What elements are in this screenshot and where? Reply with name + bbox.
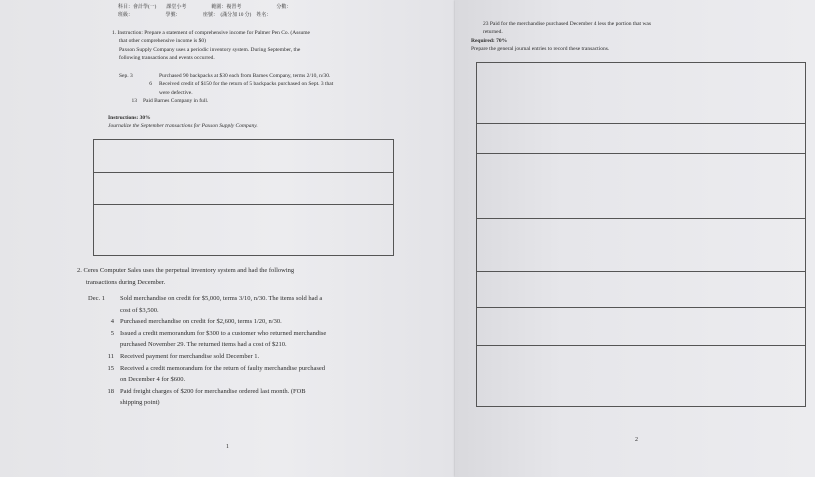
instructions-block	[108, 114, 258, 131]
answer-divider	[476, 271, 806, 272]
item-23-line: 23 Paid for the merchandise purchased December 4 less the portion that was	[483, 21, 652, 27]
transaction-row: 13 Paid Barnes Company in full.	[131, 98, 209, 105]
instructions-label: Instructions: 30%	[108, 115, 151, 121]
problem-1-transactions	[119, 72, 333, 106]
problem-2-intro-line: transactions during December.	[86, 278, 166, 286]
answer-divider	[93, 172, 394, 173]
list-item: 15 Received a credit memorandum for the return of faulty merchandise purchased	[107, 364, 326, 372]
page-number: 1	[226, 444, 229, 450]
answer-divider	[476, 307, 806, 308]
list-item: on December 4 for $600.	[120, 376, 186, 384]
transaction-row: were defective.	[159, 89, 193, 96]
list-item: Dec. 1 Sold merchandise on credit for $5,000, terms 3/10, n/30. The items sold had a	[88, 295, 323, 302]
list-item: purchased November 29. The returned items had a cost of $210.	[120, 341, 287, 349]
problem-1-intro	[112, 29, 310, 63]
problem-1-line: 1. Instruction: Prepare a statement of comprehensive income for Palmer Pen Co. (Assume	[112, 30, 310, 36]
answer-divider	[476, 153, 806, 154]
problem-2-items	[88, 293, 326, 409]
item-23-line: returned.	[483, 29, 503, 36]
required-label: Required: 70%	[471, 38, 508, 44]
transaction-row: Sep. 3 Purchased 90 backpacks at $30 each from Barnes Company, terms 2/10, n/30.	[119, 73, 331, 79]
list-item: cost of $3,500.	[120, 306, 159, 314]
required-text: Prepare the general journal entries to record these transactions.	[471, 46, 610, 53]
problem-2-intro	[77, 265, 294, 288]
problem-1-line: that other comprehensive income is $0)	[119, 38, 206, 45]
problem-1-line: following transactions and events occurred.	[119, 55, 215, 62]
page-number: 2	[635, 437, 638, 443]
transaction-row: 6 Received credit of $150 for the return of 5 backpacks purchased on Sept. 3 that	[149, 81, 334, 88]
answer-divider	[476, 123, 806, 124]
answer-box-2[interactable]	[476, 62, 806, 407]
item-23	[483, 20, 651, 37]
list-item: 5 Issued a credit memorandum for $300 to a customer who returned merchandise	[110, 329, 327, 337]
answer-divider	[476, 345, 806, 346]
header-line-1: 科目：會計學(一) 課堂小考 範圍：複習考 分數：	[118, 5, 292, 10]
header-line-2: 班級： 學號： 座號： (滿分加 10 分) 姓名：	[118, 13, 272, 18]
instructions-text: Journalize the September transactions for Paxson Supply Company.	[108, 123, 258, 130]
answer-divider	[476, 218, 806, 219]
list-item: 4 Purchased merchandise on credit for $2,600, terms 1/20, n/30.	[110, 318, 282, 326]
answer-box-1[interactable]	[93, 139, 394, 256]
problem-1-line: Paxson Supply Company uses a periodic inventory system. During September, the	[119, 46, 301, 53]
list-item: 11 Received payment for merchandise sold December 1.	[107, 352, 260, 360]
right-page	[455, 0, 815, 477]
answer-divider	[93, 204, 394, 205]
list-item: 18 Paid freight charges of $200 for merchandise ordered last month. (FOB	[107, 387, 306, 395]
list-item: shipping point)	[120, 399, 160, 407]
problem-2-intro-line: 2. Ceres Computer Sales uses the perpetual inventory system and had the following	[77, 267, 295, 274]
required-block	[471, 37, 609, 54]
